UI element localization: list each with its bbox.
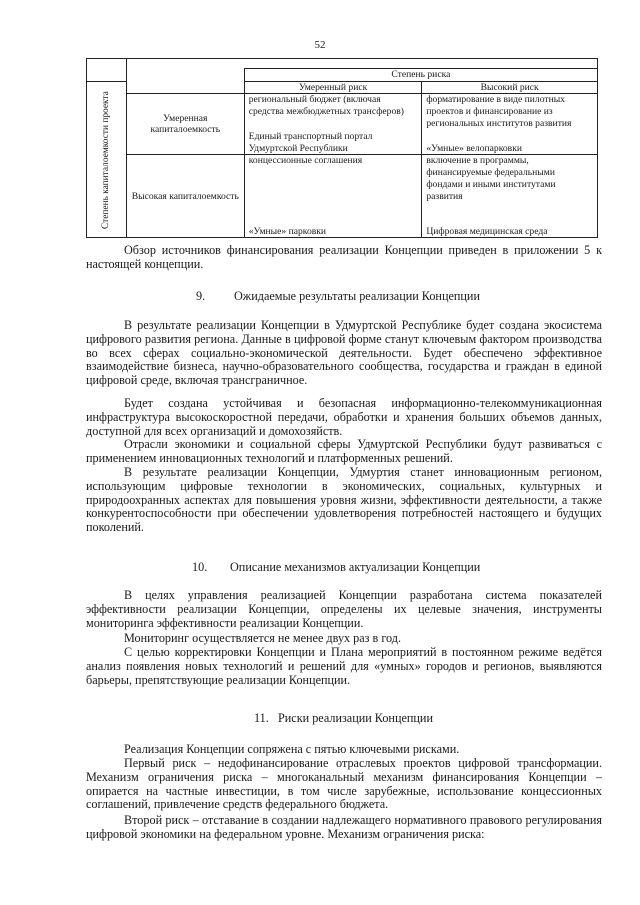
cell-text-top: региональный бюджет (включая средства межбюджетных трансферов) <box>248 94 404 118</box>
risk-degree-header: Степень риска <box>244 69 597 82</box>
capital-intensity-label: Степень капиталоемкости проекта <box>100 90 111 229</box>
cell-high-moderate <box>244 155 422 238</box>
section-11-paragraph-2: Первый риск – недофинансирование отраслевых проектов цифровой трансформации. Механизм ограничения риска – многоканальный механизм финансирования Концепции – опирается на частные инвестиции, в том числе зарубежные, использование концессионных соглашений, привлечение средств федерального бюджета. <box>86 756 602 812</box>
risk-table <box>86 58 598 238</box>
section-9-number: 9. <box>196 289 206 303</box>
cell-text-bottom: Цифровая медицинская среда <box>426 225 548 237</box>
cell-high-high <box>422 155 598 238</box>
cell-text-bottom: Единый транспортный портал Удмуртской Республики <box>248 131 373 154</box>
section-11-number: 11. <box>254 711 269 725</box>
row-label-moderate-intensity: Умеренная капиталоемкость <box>126 94 244 155</box>
cell-moderate-high <box>422 94 598 155</box>
section-11-title: Риски реализации Концепции <box>278 711 433 725</box>
moderate-risk-header: Умеренный риск <box>244 81 422 94</box>
cell-text-top: концессионные соглашения <box>248 155 363 167</box>
cell-text-bottom: «Умные» велопарковки <box>426 142 522 154</box>
section-10-paragraph-3: С целью корректировки Концепции и Плана мероприятий в постоянном режиме ведётся анализ появления новых технологий и решений для «умных» городов и регионов, выявляются барьеры, препятствующие реализации Концепции. <box>86 645 602 687</box>
section-10-number: 10. <box>192 560 208 574</box>
section-11-paragraph-1: Реализация Концепции сопряжена с пятью ключевыми рисками. <box>124 742 460 756</box>
section-10-paragraph-2: Мониторинг осуществляется не менее двух раз в год. <box>124 631 402 645</box>
cell-text-top: включение в программы, финансируемые федеральными фондами и иными институтами развития <box>426 155 556 202</box>
capital-intensity-row-header <box>87 81 127 238</box>
section-10-title: Описание механизмов актуализации Концепции <box>230 560 481 574</box>
section-9-paragraph-4: В результате реализации Концепции, Удмуртия станет инновационным регионом, использующим цифровые технологии в экономических, социальных, культурных и природоохранных аспектах для повышения уровня жизни, эффективности деятельности, а также конкурентоспособности при обеспечении удовлетворения потребностей настоящего и будущих поколений. <box>86 465 602 535</box>
section-10-paragraph-1: В целях управления реализацией Концепции разработана система показателей эффективности реализации Концепции, определены их целевые значения, инструменты мониторинга эффективности реализации Концепции. <box>86 588 602 630</box>
cell-moderate-moderate <box>244 94 422 155</box>
section-9-paragraph-3: Отрасли экономики и социальной сферы Удмуртской Республики будут развиваться с применением инновационных технологий и платформенных решений. <box>86 437 602 465</box>
cell-text-top: форматирование в виде пилотных проектов и финансирование из региональных институтов развития <box>426 94 572 129</box>
table-row <box>87 94 598 155</box>
section-9-title: Ожидаемые результаты реализации Концепции <box>234 289 480 303</box>
cell-text-bottom: «Умные» парковки <box>248 225 327 237</box>
section-9-paragraph-2: Будет создана устойчивая и безопасная информационно-телекоммуникационная инфраструктура высокоскоростной передачи, обработки и хранения больших объемов данных, доступной для всех организаций и домохозяйств. <box>86 396 602 438</box>
table-corner-cell <box>87 59 127 82</box>
section-9-paragraph-1: В результате реализации Концепции в Удмуртской Республике будет создана экосистема цифрового развития региона. Данные в цифровой форме станут ключевым фактором производства во всех сферах социально-экономической деятельности. Будет обеспечено эффективное взаимодействие бизнеса, научно-образовательного сообщества, государства и граждан в единой цифровой среде, включая трансграничное. <box>86 318 602 388</box>
row-label-high-intensity: Высокая капиталоемкость <box>126 155 244 238</box>
table-row <box>87 155 598 238</box>
section-11-paragraph-3: Второй риск – отставание в создании надлежащего нормативного правового регулирования цифровой экономики на федеральном уровне. Механизм ограничения риска: <box>86 813 602 841</box>
page-number: 52 <box>314 39 326 51</box>
overview-paragraph: Обзор источников финансирования реализации Концепции приведен в приложении 5 к настоящей концепции. <box>86 243 602 271</box>
high-risk-header: Высокий риск <box>422 81 598 94</box>
